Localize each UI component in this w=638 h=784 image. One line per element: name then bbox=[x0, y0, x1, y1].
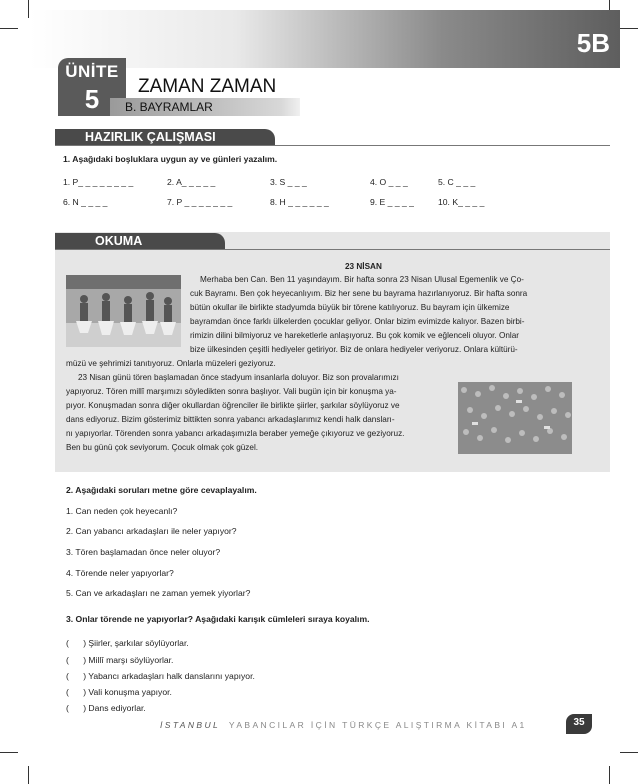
warmup-tab bbox=[55, 129, 275, 145]
reading-line: dans ediyoruz. Bizim gösterimiz bittikten sonra yabancı arkadaşlarımız kendi halk dansları- bbox=[66, 415, 395, 424]
crop-mark bbox=[620, 752, 638, 753]
question-item: 2. Can yabancı arkadaşları ile neler yapıyor? bbox=[66, 526, 237, 536]
unit-subtitle: B. BAYRAMLAR bbox=[125, 100, 213, 114]
reading-line: bayramdan önce farklı ülkelerden çocuklar geliyor. Onlar bizim evimizde kalıyor. Bazen birbi- bbox=[190, 317, 525, 326]
footer-subtitle: YABANCILAR İÇİN TÜRKÇE ALIŞTIRMA KİTABI A1 bbox=[228, 720, 527, 730]
reading-line: bize ülkesinden çeşitli hediyeler getiriyor. Biz de onlara hediyeler veriyoruz. Onlara kültürü- bbox=[190, 345, 518, 354]
photo-children-dancing bbox=[66, 275, 181, 347]
reading-tab-label: OKUMA bbox=[95, 234, 143, 248]
reading-title: 23 NİSAN bbox=[345, 262, 382, 271]
section-divider bbox=[55, 145, 610, 146]
unit-number: 5 bbox=[84, 84, 100, 114]
reading-line: rimizin dilini bilmiyoruz ve hareketlerle anlaşıyoruz. Bu çok komik ve eğlenceli oluyor. Onlar bbox=[190, 331, 519, 340]
section-divider bbox=[55, 249, 610, 250]
crop-mark bbox=[28, 0, 29, 18]
reading-line: Ben bu günü çok seviyorum. Çocuk olmak çok güzel. bbox=[66, 443, 259, 452]
reading-line: cuk Bayramı. Ben çok heyecanlıyım. Biz her sene bu bayrama hazırlanıyoruz. Bir hafta sonra bbox=[190, 289, 528, 298]
crop-mark bbox=[0, 752, 18, 753]
page-code: 5B bbox=[576, 28, 610, 58]
reading-line: müzü ve şehrimizi tanıtıyoruz. Onlarla müzeleri geziyoruz. bbox=[66, 359, 276, 368]
warmup-item: 1. P_ _ _ _ _ _ _ _ bbox=[63, 177, 134, 187]
reading-line: yapıyoruz. Tören millî marşımızı söyledikten sonra başlıyor. Vali bugün için bir konuşma ya- bbox=[66, 387, 397, 396]
reading-line: 23 Nisan günü tören başlamadan önce stadyum insanlarla doluyor. Biz son provalarımızı bbox=[78, 373, 399, 382]
reading-line: Merhaba ben Can. Ben 11 yaşındayım. Bir hafta sonra 23 Nisan Ulusal Egemenlik ve Ço- bbox=[200, 275, 524, 284]
warmup-item: 10. K_ _ _ _ bbox=[438, 197, 485, 207]
warmup-item: 8. H _ _ _ _ _ _ bbox=[270, 197, 329, 207]
unit-label: ÜNİTE bbox=[65, 62, 119, 81]
warmup-item: 7. P _ _ _ _ _ _ _ bbox=[167, 197, 233, 207]
reading-line: pıyor. Konuşmadan sonra diğer okullardan öğrenciler ile birlikte şiirler, şarkılar söylüyoruz ve bbox=[66, 401, 400, 410]
footer-line bbox=[160, 720, 527, 730]
crop-mark bbox=[609, 766, 610, 784]
ordering-item: ( ) Vali konuşma yapıyor. bbox=[66, 687, 172, 697]
crop-mark bbox=[620, 28, 638, 29]
questions-instruction: 2. Aşağıdaki soruları metne göre cevaplayalım. bbox=[66, 485, 257, 495]
question-item: 4. Törende neler yapıyorlar? bbox=[66, 568, 174, 578]
question-item: 3. Tören başlamadan önce neler oluyor? bbox=[66, 547, 221, 557]
question-item: 5. Can ve arkadaşları ne zaman yemek yiyorlar? bbox=[66, 588, 251, 598]
crop-mark bbox=[0, 28, 18, 29]
ordering-item: ( ) Şiirler, şarkılar söylüyorlar. bbox=[66, 638, 189, 648]
page-number: 35 bbox=[573, 717, 585, 728]
ordering-item: ( ) Dans ediyorlar. bbox=[66, 703, 146, 713]
warmup-tab-label: HAZIRLIK ÇALIŞMASI bbox=[85, 130, 216, 144]
crop-mark bbox=[28, 766, 29, 784]
warmup-instruction: 1. Aşağıdaki boşluklara uygun ay ve günleri yazalım. bbox=[63, 154, 278, 164]
unit-title: ZAMAN ZAMAN bbox=[138, 76, 277, 97]
warmup-item: 6. N _ _ _ _ bbox=[63, 197, 108, 207]
reading-line: nı yapıyorlar. Törenden sonra yabancı arkadaşımızla beraber yemeğe çıkıyoruz ve geziyoruz. bbox=[66, 429, 405, 438]
warmup-item: 5. C _ _ _ bbox=[438, 177, 476, 187]
warmup-item: 2. A_ _ _ _ _ bbox=[167, 177, 216, 187]
reading-tab bbox=[55, 233, 225, 249]
warmup-item: 9. E _ _ _ _ bbox=[370, 197, 414, 207]
ordering-item: ( ) Millî marşı söylüyorlar. bbox=[66, 655, 174, 665]
footer-brand: İSTANBUL bbox=[160, 720, 221, 730]
ordering-instruction: 3. Onlar törende ne yapıyorlar? Aşağıdaki karışık cümleleri sıraya koyalım. bbox=[66, 614, 370, 624]
question-item: 1. Can neden çok heyecanlı? bbox=[66, 506, 178, 516]
photo-crowd bbox=[458, 382, 572, 454]
warmup-item: 3. S _ _ _ bbox=[270, 177, 307, 187]
reading-line: bütün okullar ile birlikte stadyumda büyük bir törene katılıyoruz. Bu bayram için ülkemize bbox=[190, 303, 510, 312]
warmup-item: 4. O _ _ _ bbox=[370, 177, 408, 187]
ordering-item: ( ) Yabancı arkadaşları halk danslarını yapıyor. bbox=[66, 671, 255, 681]
